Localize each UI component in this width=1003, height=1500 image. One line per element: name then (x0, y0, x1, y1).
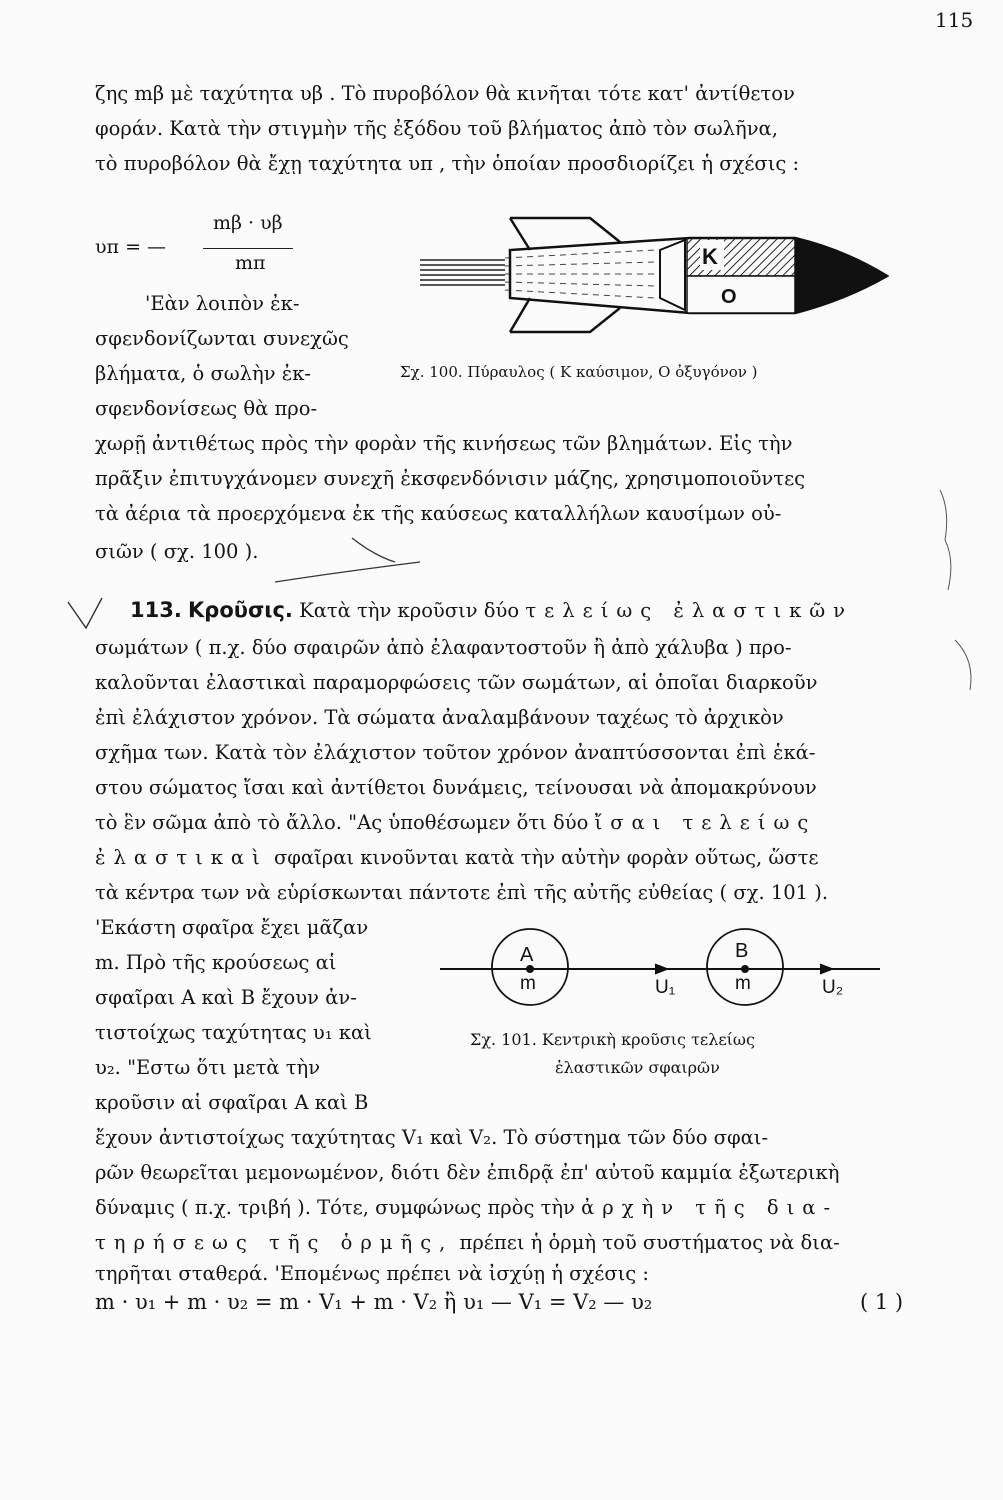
section-title: Κροῦσις. (188, 598, 293, 622)
text-line: καλοῦνται ἐλαστικαὶ παραμορφώσεις τῶν σωμάτων, αἱ ὁποῖαι διαρκοῦν (95, 671, 818, 694)
spaced-text: ἀρχὴν τῆς δια- (581, 1196, 839, 1219)
velocity-2-label: U₂ (822, 977, 844, 998)
momentum-equation: m · υ₁ + m · υ₂ = m · V₁ + m · V₂ ἢ υ₁ — V₁ = V₂ — υ₂ (95, 1290, 653, 1314)
text-line: σωμάτων ( π.χ. δύο σφαιρῶν ἀπὸ ἐλαφαντοστοῦν ἢ ἀπὸ χάλυβα ) προ- (95, 636, 792, 659)
text-line: ρῶν θεωρεῖται μεμονωμένον, διότι δὲν ἐπιδρᾷ ἐπ' αὐτοῦ καμμία ἐξωτερικὴ (95, 1161, 840, 1184)
text-line: m. Πρὸ τῆς κρούσεως αἱ (95, 951, 337, 974)
ball-b-label: B (735, 940, 749, 962)
spaced-text: τηρήσεως τῆς ὁρμῆς, (95, 1231, 454, 1254)
figure-101-caption-line1: Σχ. 101. Κεντρικὴ κροῦσις τελείως (470, 1030, 755, 1049)
text-line: φοράν. Κατὰ τὴν στιγμὴν τῆς ἐξόδου τοῦ βλήματος ἀπὸ τὸν σωλῆνα, (95, 117, 778, 140)
text-line: βλήματα, ὁ σωλὴν ἐκ- (95, 362, 311, 385)
text-line: πρᾶξιν ἐπιτυγχάνομεν συνεχῆ ἐκσφενδόνισιν μάζης, χρησιμοποιοῦντες (95, 467, 806, 490)
equation-number: ( 1 ) (860, 1290, 904, 1314)
velocity-1-label: U₁ (655, 977, 676, 998)
text-line (95, 846, 819, 869)
ball-a-mass: m (520, 973, 536, 994)
section-spaced-text: τελείως ἐλαστικῶν (525, 599, 854, 622)
text-line: ἐπὶ ἐλάχιστον χρόνον. Τὰ σώματα ἀναλαμβάνουν ταχέως τὸ ἀρχικὸν (95, 706, 784, 729)
text-line: τὰ ἀέρια τὰ προερχόμενα ἐκ τῆς καύσεως καταλλήλων καυσίμων οὐ- (95, 502, 782, 525)
spaced-text: ἐλαστικαὶ (95, 846, 268, 869)
text-segment: σφαῖραι κινοῦνται κατὰ τὴν αὐτὴν φορὰν οὕτως, ὥστε (273, 846, 819, 869)
text-line: τὰ κέντρα των νὰ εὑρίσκωνται πάντοτε ἐπὶ τῆς αὐτῆς εὐθείας ( σχ. 101 ). (95, 881, 829, 904)
text-line: σφενδονίσεως θὰ προ- (95, 397, 318, 420)
page-number: 115 (935, 8, 974, 32)
text-line: 'Εκάστη σφαῖρα ἔχει μᾶζαν (95, 916, 369, 939)
text-line: τιστοίχως ταχύτητας υ₁ καὶ (95, 1021, 372, 1044)
section-number: 113. (130, 598, 182, 622)
fuel-label: K (702, 244, 718, 269)
text-line: τηρῆται σταθερά. 'Επομένως πρέπει νὰ ἰσχύῃ ἡ σχέσις : (95, 1262, 649, 1285)
text-line: σφαῖραι A καὶ B ἔχουν ἀν- (95, 986, 357, 1009)
text-line: κροῦσιν αἱ σφαῖραι A καὶ B (95, 1091, 369, 1114)
ball-b-mass: m (735, 973, 751, 994)
text-segment: πρέπει ἡ ὁρμὴ τοῦ συστήματος νὰ δια- (459, 1231, 840, 1254)
text-line: σχῆμα των. Κατὰ τὸν ἐλάχιστον τοῦτον χρόνον ἀναπτύσσονται ἐπὶ ἑκά- (95, 741, 816, 764)
text-line: ἔχουν ἀντιστοίχως ταχύτητας V₁ καὶ V₂. Τὸ σύστημα τῶν δύο σφαι- (95, 1126, 769, 1149)
ball-a-label: A (520, 944, 534, 966)
text-line (95, 811, 816, 834)
section-lead-text: Κατὰ τὴν κροῦσιν δύο (299, 599, 520, 622)
oxygen-label: O (721, 286, 737, 308)
text-line: υ₂. "Εστω ὅτι μετὰ τὴν (95, 1056, 321, 1079)
text-line: ζης mβ μὲ ταχύτητα υβ . Τὸ πυροβόλον θὰ κινῆται τότε κατ' ἀντίθετον (95, 82, 795, 105)
text-line (95, 1231, 840, 1254)
text-line: σφενδονίζωνται συνεχῶς (95, 327, 349, 350)
text-line (95, 1196, 838, 1219)
text-line: σιῶν ( σχ. 100 ). (95, 540, 259, 563)
text-segment: δύναμις ( π.χ. τριβή ). Τότε, συμφώνως πρὸς τὴν (95, 1196, 575, 1219)
spaced-text: ἴσαι τελείως (594, 811, 817, 834)
formula-lhs: υπ = — (95, 236, 167, 258)
text-line: τὸ πυροβόλον θὰ ἔχῃ ταχύτητα υπ , τὴν ὁποίαν προσδιορίζει ἡ σχέσις : (95, 152, 800, 175)
collision-figure (430, 925, 890, 1015)
text-line: 'Εὰν λοιπὸν ἐκ- (145, 292, 300, 315)
text-line: χωρῇ ἀντιθέτως πρὸς τὴν φορὰν τῆς κινήσεως τῶν βλημάτων. Εἰς τὴν (95, 432, 793, 455)
figure-100-caption: Σχ. 100. Πύραυλος ( K καύσιμον, O ὀξυγόνον ) (400, 363, 758, 381)
formula-denominator: mπ (235, 252, 266, 274)
text-segment: τὸ ἓν σῶμα ἀπὸ τὸ ἄλλο. "Ας ὑποθέσωμεν ὅτι δύο (95, 811, 589, 834)
text-line: στου σώματος ἴσαι καὶ ἀντίθετοι δυνάμεις, τείνουσαι νὰ ἀπομακρύνουν (95, 776, 817, 799)
handwritten-mark (0, 0, 1003, 700)
figure-101-caption-line2: ἐλαστικῶν σφαιρῶν (555, 1058, 720, 1077)
formula-numerator: mβ · υβ (213, 212, 283, 234)
section-heading-line (130, 598, 853, 622)
